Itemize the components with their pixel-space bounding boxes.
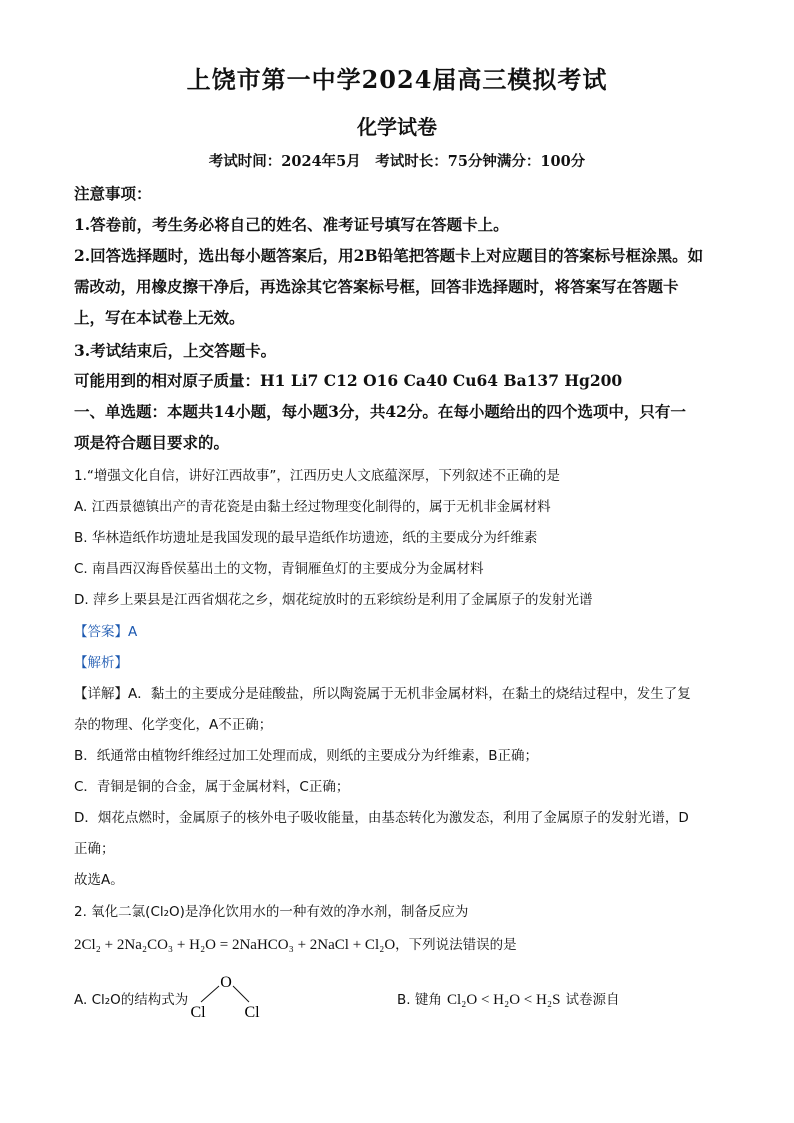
note-3: 3.考试结束后，上交答题卡。 xyxy=(74,341,277,360)
struct-oxygen: O xyxy=(220,974,232,991)
q1-answer: 【答案】A xyxy=(74,624,138,640)
q1-detail-b: B．纸通常由植物纤维经过加工处理而成，则纸的主要成分为纤维素，B正确； xyxy=(74,748,539,764)
struct-chlorine-left: Cl xyxy=(190,1004,206,1021)
struct-chlorine-right: Cl xyxy=(244,1004,260,1021)
exam-title: 上饶市第一中学2024届高三模拟考试 xyxy=(186,65,608,94)
struct-bond-right xyxy=(233,986,249,1002)
atomic-mass-line: 可能用到的相对原子质量：H1 Li7 C12 O16 Ca40 Cu64 Ba137 Hg200 xyxy=(74,371,623,390)
note-2-line-3: 上，写在本试卷上无效。 xyxy=(74,308,245,327)
q2-equation: 2Cl₂ + 2Na₂CO₃ + H₂O = 2NaHCO₃ + 2NaCl + Cl₂O xyxy=(74,937,396,953)
q2-option-b-suffix: 试卷源自 xyxy=(565,992,620,1008)
note-2-line-1: 2.回答选择题时，选出每小题答案后，用2B铅笔把答题卡上对应题目的答案标号框涂黑。如 xyxy=(74,246,704,265)
q1-detail-a-2: 杂的物理、化学变化，A不正确； xyxy=(74,717,273,733)
q1-detail-d-2: 正确； xyxy=(74,841,115,857)
q1-detail-a-1: 【详解】A．黏土的主要成分是硅酸盐，所以陶瓷属于无机非金属材料，在黏土的烧结过程中，发生了复 xyxy=(74,686,691,702)
q1-conclusion: 故选A。 xyxy=(74,872,124,888)
q1-option-a: A. 江西景德镇出产的青花瓷是由黏土经过物理变化制得的，属于无机非金属材料 xyxy=(74,499,551,515)
q2-equation-tail: ，下列说法错误的是 xyxy=(395,937,517,953)
q2-option-b xyxy=(397,988,620,1009)
q1-stem: 1.“增强文化自信，讲好江西故事”，江西历史人文底蕴深厚，下列叙述不正确的是 xyxy=(74,468,560,484)
q2-option-b-prefix: B. 键角 xyxy=(397,992,442,1008)
q1-option-b: B. 华林造纸作坊遗址是我国发现的最早造纸作坊遗迹，纸的主要成分为纤维素 xyxy=(74,530,538,546)
q1-detail-c: C．青铜是铜的合金，属于金属材料，C正确； xyxy=(74,779,350,795)
section-1-line-2: 项是符合题目要求的。 xyxy=(74,433,230,452)
q1-option-d: D. 萍乡上栗县是江西省烟花之乡，烟花绽放时的五彩缤纷是利用了金属原子的发射光谱 xyxy=(74,592,593,608)
cl2o-structure-diagram xyxy=(186,970,266,1022)
q1-detail-d-1: D．烟花点燃时，金属原子的核外电子吸收能量，由基态转化为激发态，利用了金属原子的发射光谱，D xyxy=(74,810,689,826)
struct-bond-left xyxy=(201,986,219,1002)
q2-option-b-formula: Cl₂O < H₂O < H₂S xyxy=(446,992,561,1008)
note-2-line-2: 需改动，用橡皮擦干净后，再选涂其它答案标号框，回答非选择题时，将答案写在答题卡 xyxy=(74,277,679,296)
q2-stem: 2. 氧化二氯(Cl₂O)是净化饮用水的一种有效的净水剂，制备反应为 xyxy=(74,904,469,920)
exam-meta: 考试时间：2024年5月 考试时长：75分钟满分：100分 xyxy=(208,153,586,170)
notes-heading: 注意事项： xyxy=(74,184,152,203)
section-1-line-1: 一、单选题：本题共14小题，每小题3分，共42分。在每小题给出的四个选项中，只有一 xyxy=(74,402,686,421)
exam-subtitle: 化学试卷 xyxy=(357,115,437,139)
q1-analysis-label: 【解析】 xyxy=(74,655,128,671)
note-1: 1.答卷前，考生务必将自己的姓名、准考证号填写在答题卡上。 xyxy=(74,215,509,234)
q1-option-c: C. 南昌西汉海昏侯墓出土的文物，青铜雁鱼灯的主要成分为金属材料 xyxy=(74,561,484,577)
q2-equation-line xyxy=(74,933,517,954)
q2-option-a: A. Cl₂O的结构式为 xyxy=(74,992,189,1008)
